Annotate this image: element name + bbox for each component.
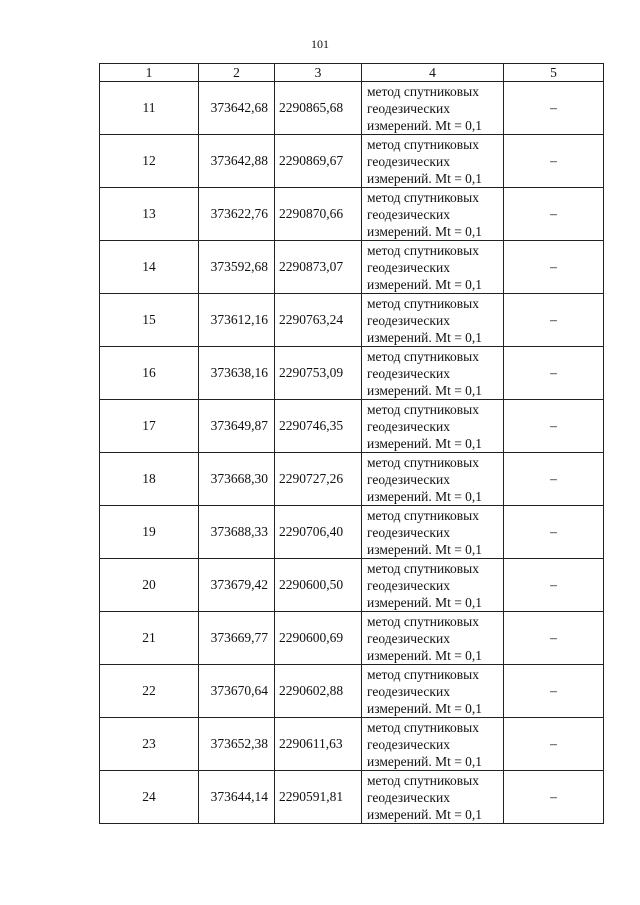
point-number-cell: 14	[100, 241, 199, 294]
table-row	[100, 82, 604, 135]
table-row	[100, 400, 604, 453]
y-coordinate-cell: 2290591,81	[275, 771, 362, 824]
method-line: метод спутниковых	[367, 454, 479, 470]
x-coordinate-cell: 373669,77	[199, 612, 275, 665]
note-cell: –	[504, 294, 604, 347]
method-line: метод спутниковых	[367, 83, 479, 99]
method-line: метод спутниковых	[367, 772, 479, 788]
y-coordinate-cell: 2290865,68	[275, 82, 362, 135]
method-line: измерений. Mt = 0,1	[367, 117, 483, 133]
point-number-cell: 22	[100, 665, 199, 718]
point-number-cell: 24	[100, 771, 199, 824]
note-cell: –	[504, 453, 604, 506]
method-cell	[362, 241, 504, 294]
method-line: геодезических	[367, 100, 450, 116]
method-line: измерений. Mt = 0,1	[367, 276, 483, 292]
method-line: измерений. Mt = 0,1	[367, 594, 483, 610]
point-number-cell: 17	[100, 400, 199, 453]
x-coordinate-cell: 373649,87	[199, 400, 275, 453]
x-coordinate-cell: 373638,16	[199, 347, 275, 400]
x-coordinate-cell: 373679,42	[199, 559, 275, 612]
note-cell: –	[504, 135, 604, 188]
method-line: геодезических	[367, 206, 450, 222]
point-number-cell: 21	[100, 612, 199, 665]
note-cell: –	[504, 506, 604, 559]
method-line: геодезических	[367, 736, 450, 752]
method-cell	[362, 559, 504, 612]
method-line: измерений. Mt = 0,1	[367, 541, 483, 557]
note-cell: –	[504, 612, 604, 665]
method-line: метод спутниковых	[367, 295, 479, 311]
point-number-cell: 12	[100, 135, 199, 188]
method-cell	[362, 665, 504, 718]
note-cell: –	[504, 347, 604, 400]
table-row	[100, 771, 604, 824]
x-coordinate-cell: 373644,14	[199, 771, 275, 824]
table-row	[100, 241, 604, 294]
method-line: геодезических	[367, 524, 450, 540]
method-cell	[362, 347, 504, 400]
x-coordinate-cell: 373592,68	[199, 241, 275, 294]
page-number: 101	[311, 37, 329, 51]
x-coordinate-cell: 373622,76	[199, 188, 275, 241]
note-cell: –	[504, 82, 604, 135]
table-header	[100, 64, 604, 82]
method-line: метод спутниковых	[367, 613, 479, 629]
method-line: метод спутниковых	[367, 189, 479, 205]
method-cell	[362, 612, 504, 665]
note-cell: –	[504, 559, 604, 612]
note-cell: –	[504, 665, 604, 718]
note-cell: –	[504, 241, 604, 294]
method-cell	[362, 188, 504, 241]
x-coordinate-cell: 373642,68	[199, 82, 275, 135]
method-cell	[362, 718, 504, 771]
y-coordinate-cell: 2290600,50	[275, 559, 362, 612]
method-line: метод спутниковых	[367, 719, 479, 735]
table-row	[100, 612, 604, 665]
point-number-cell: 19	[100, 506, 199, 559]
method-line: измерений. Mt = 0,1	[367, 435, 483, 451]
note-cell: –	[504, 771, 604, 824]
method-line: метод спутниковых	[367, 666, 479, 682]
table-row	[100, 135, 604, 188]
point-number-cell: 15	[100, 294, 199, 347]
x-coordinate-cell: 373670,64	[199, 665, 275, 718]
method-cell	[362, 771, 504, 824]
header-row	[100, 64, 604, 82]
table-row	[100, 718, 604, 771]
table-row	[100, 294, 604, 347]
point-number-cell: 20	[100, 559, 199, 612]
method-line: измерений. Mt = 0,1	[367, 647, 483, 663]
method-line: геодезических	[367, 153, 450, 169]
header-col-1: 1	[100, 64, 199, 82]
y-coordinate-cell: 2290763,24	[275, 294, 362, 347]
method-line: геодезических	[367, 789, 450, 805]
y-coordinate-cell: 2290706,40	[275, 506, 362, 559]
method-cell	[362, 453, 504, 506]
method-line: измерений. Mt = 0,1	[367, 223, 483, 239]
method-cell	[362, 400, 504, 453]
method-line: метод спутниковых	[367, 348, 479, 364]
method-line: геодезических	[367, 577, 450, 593]
method-line: метод спутниковых	[367, 401, 479, 417]
y-coordinate-cell: 2290611,63	[275, 718, 362, 771]
point-number-cell: 18	[100, 453, 199, 506]
method-line: геодезических	[367, 418, 450, 434]
method-line: геодезических	[367, 259, 450, 275]
y-coordinate-cell: 2290602,88	[275, 665, 362, 718]
table-row	[100, 453, 604, 506]
method-line: геодезических	[367, 365, 450, 381]
y-coordinate-cell: 2290869,67	[275, 135, 362, 188]
y-coordinate-cell: 2290870,66	[275, 188, 362, 241]
y-coordinate-cell: 2290746,35	[275, 400, 362, 453]
method-line: измерений. Mt = 0,1	[367, 806, 483, 822]
table-row	[100, 347, 604, 400]
header-col-2: 2	[199, 64, 275, 82]
table-row	[100, 665, 604, 718]
method-line: геодезических	[367, 471, 450, 487]
point-number-cell: 23	[100, 718, 199, 771]
table-body	[100, 82, 604, 824]
method-line: измерений. Mt = 0,1	[367, 700, 483, 716]
table-row	[100, 559, 604, 612]
method-line: измерений. Mt = 0,1	[367, 753, 483, 769]
x-coordinate-cell: 373688,33	[199, 506, 275, 559]
method-line: измерений. Mt = 0,1	[367, 170, 483, 186]
method-line: измерений. Mt = 0,1	[367, 329, 483, 345]
table-row	[100, 188, 604, 241]
method-line: измерений. Mt = 0,1	[367, 488, 483, 504]
note-cell: –	[504, 718, 604, 771]
method-line: измерений. Mt = 0,1	[367, 382, 483, 398]
x-coordinate-cell: 373642,88	[199, 135, 275, 188]
point-number-cell: 13	[100, 188, 199, 241]
note-cell: –	[504, 400, 604, 453]
method-line: геодезических	[367, 312, 450, 328]
y-coordinate-cell: 2290873,07	[275, 241, 362, 294]
header-col-4: 4	[362, 64, 504, 82]
method-line: метод спутниковых	[367, 136, 479, 152]
method-cell	[362, 82, 504, 135]
method-line: геодезических	[367, 683, 450, 699]
point-number-cell: 11	[100, 82, 199, 135]
method-line: метод спутниковых	[367, 242, 479, 258]
point-number-cell: 16	[100, 347, 199, 400]
x-coordinate-cell: 373668,30	[199, 453, 275, 506]
method-line: метод спутниковых	[367, 560, 479, 576]
method-cell	[362, 135, 504, 188]
y-coordinate-cell: 2290727,26	[275, 453, 362, 506]
y-coordinate-cell: 2290753,09	[275, 347, 362, 400]
method-cell	[362, 294, 504, 347]
method-line: геодезических	[367, 630, 450, 646]
x-coordinate-cell: 373652,38	[199, 718, 275, 771]
y-coordinate-cell: 2290600,69	[275, 612, 362, 665]
coordinates-table	[99, 63, 604, 824]
header-col-5: 5	[504, 64, 604, 82]
method-cell	[362, 506, 504, 559]
note-cell: –	[504, 188, 604, 241]
method-line: метод спутниковых	[367, 507, 479, 523]
table-row	[100, 506, 604, 559]
x-coordinate-cell: 373612,16	[199, 294, 275, 347]
header-col-3: 3	[275, 64, 362, 82]
